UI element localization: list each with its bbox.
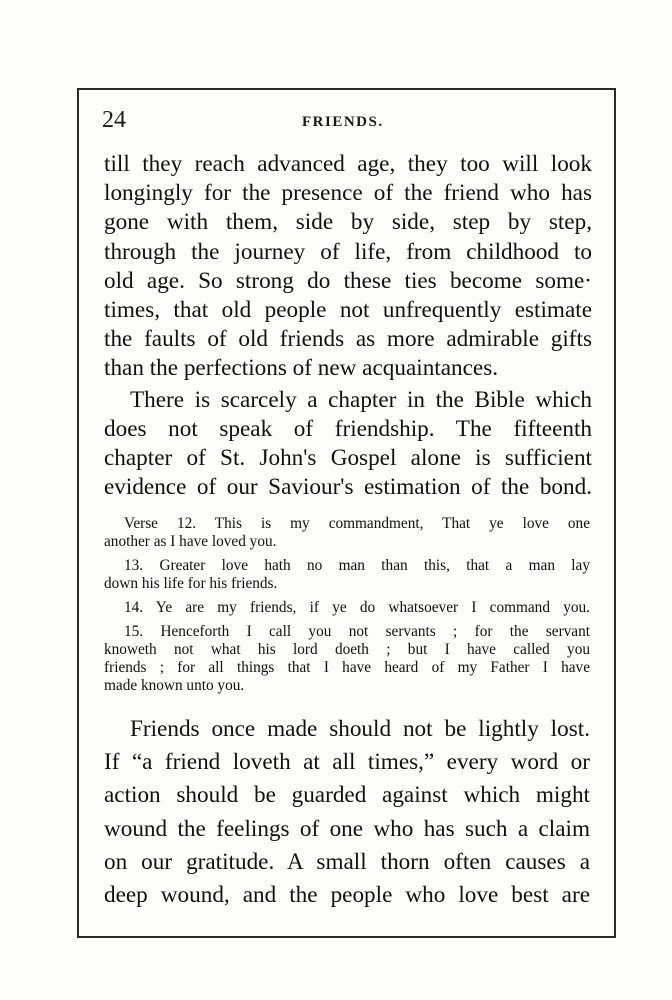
- verse-line: made known unto you.: [104, 677, 245, 694]
- text-line: Friends once made should not be lightly lost.: [130, 716, 590, 742]
- verse-14: [104, 599, 590, 617]
- text-line: gone with them, side by side, step by step,: [104, 209, 592, 236]
- text-line: longingly for the presence of the friend who has: [104, 180, 592, 207]
- page-header: [102, 107, 596, 141]
- paragraph-1: [104, 150, 592, 384]
- text-line: on our gratitude. A small thorn often causes a: [104, 848, 590, 875]
- verse-15: [104, 623, 590, 695]
- text-line: wound the feelings of one who has such a claim: [104, 815, 590, 842]
- verse-line: Verse 12. This is my commandment, That ye love one: [124, 515, 590, 532]
- body-text: [104, 150, 592, 502]
- text-line: the faults of old friends as more admirable gifts: [104, 326, 592, 353]
- text-line: deep wound, and the people who love best are: [104, 882, 590, 909]
- text-line: There is scarcely a chapter in the Bible which: [130, 386, 592, 413]
- text-line: old age. So strong do these ties become some·: [104, 267, 592, 294]
- verse-12: [104, 515, 590, 551]
- verse-13: [104, 557, 590, 593]
- verse-line: another as I have loved you.: [104, 533, 277, 550]
- text-line: times, that old people not unfrequently estimate: [104, 297, 592, 324]
- paragraph-2: [104, 386, 592, 503]
- verse-line: 14. Ye are my friends, if ye do whatsoever I command you.: [124, 599, 590, 616]
- verse-line: 15. Henceforth I call you not servants ; for the servant: [124, 623, 590, 640]
- verse-line: down his life for his friends.: [104, 575, 278, 592]
- verse-line: 13. Greater love hath no man than this, that a man lay: [124, 557, 590, 574]
- text-line: chapter of St. John's Gospel alone is sufficient: [104, 445, 592, 472]
- paragraph-3: [104, 713, 590, 912]
- text-line: If “a friend loveth at all times,” every word or: [104, 749, 590, 776]
- page-number: 24: [102, 107, 126, 133]
- text-line: action should be guarded against which might: [104, 782, 590, 809]
- verse-line: friends ; for all things that I have heard of my Father I have: [104, 659, 590, 676]
- scripture-quotation: [104, 515, 590, 701]
- verse-line: knoweth not what his lord doeth ; but I have called you: [104, 641, 590, 658]
- running-title: FRIENDS.: [302, 114, 384, 130]
- text-line: does not speak of friendship. The fifteenth: [104, 415, 592, 442]
- text-line: than the perfections of new acquaintances.: [104, 355, 499, 382]
- text-line: evidence of our Saviour's estimation of the bond.: [104, 474, 592, 501]
- text-line: through the journey of life, from childhood to: [104, 238, 592, 265]
- text-line: till they reach advanced age, they too will look: [104, 151, 592, 177]
